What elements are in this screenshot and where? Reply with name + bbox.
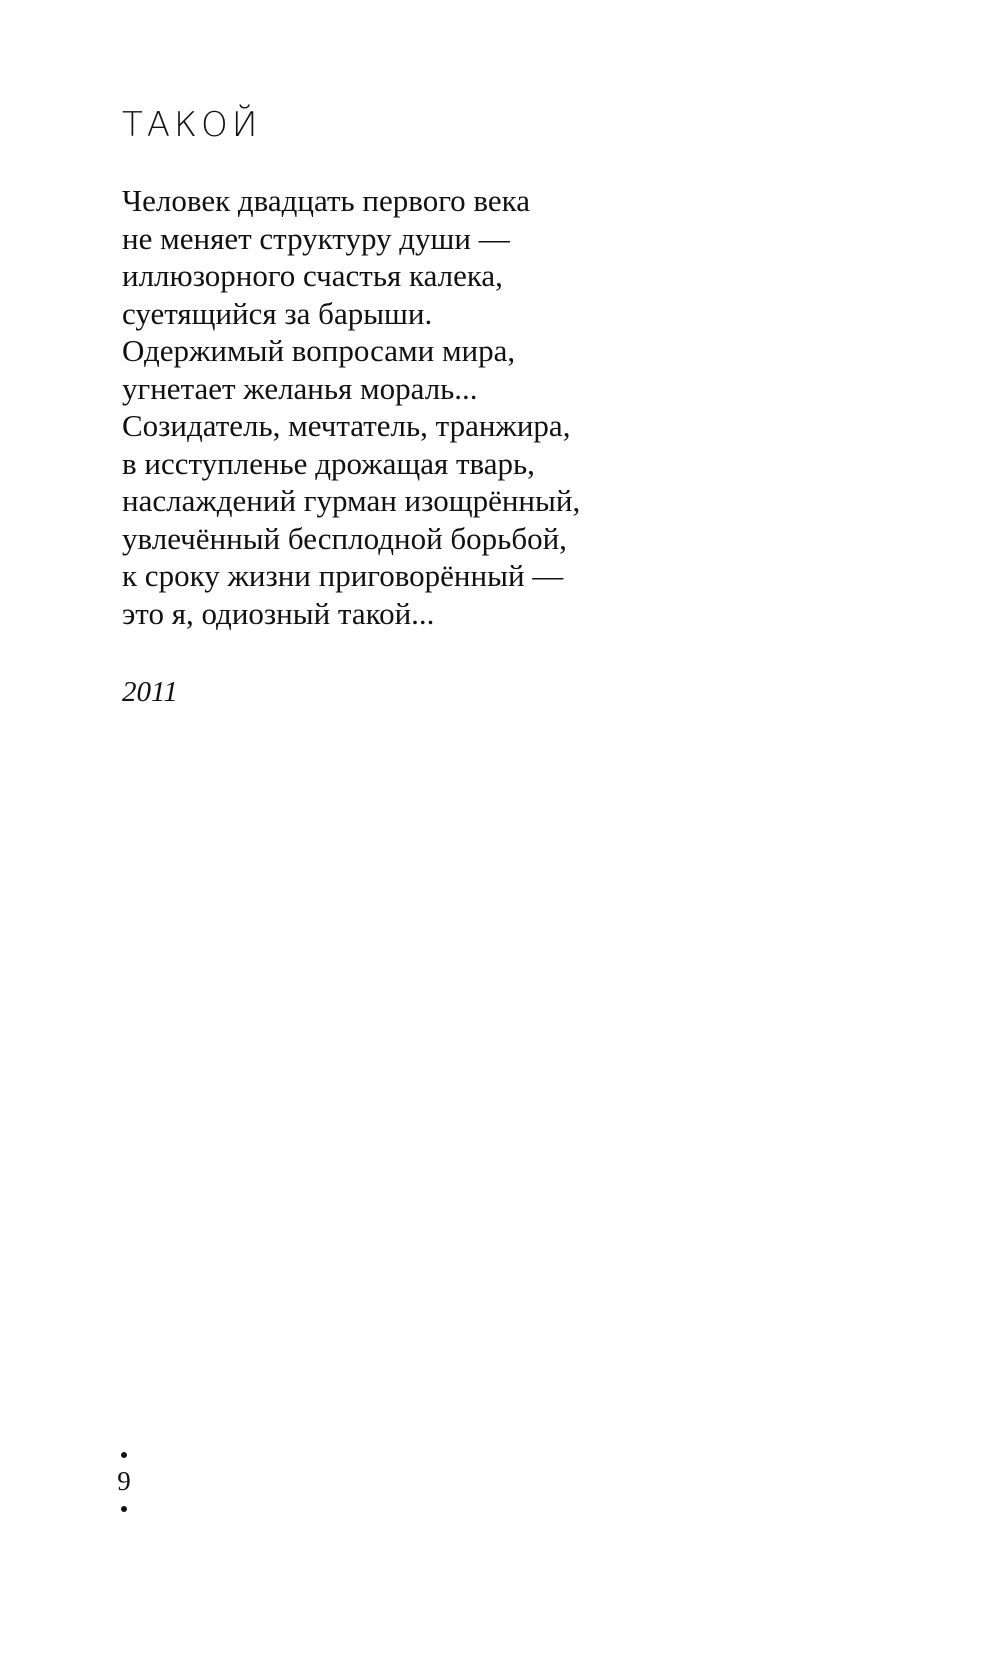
- poem-body: [122, 182, 580, 632]
- poem-line: не меняет структуру души —: [122, 220, 510, 256]
- poem-year: 2011: [122, 676, 178, 708]
- page-dot-top: [121, 1452, 127, 1458]
- poem-line: суетящийся за барыши.: [122, 295, 433, 331]
- poem-line: это я, одиозный такой...: [122, 595, 435, 631]
- page-dot-bottom: [121, 1506, 127, 1512]
- poem-line: иллюзорного счастья калека,: [122, 258, 503, 293]
- poem-line: Человек двадцать первого века: [122, 183, 530, 218]
- poem-line: Одержимый вопросами мира,: [122, 333, 516, 368]
- poem-line: в исступленье дрожащая тварь,: [122, 445, 535, 481]
- poem-line: Созидатель, мечтатель, транжира,: [122, 408, 571, 443]
- page-number: 9: [117, 1466, 131, 1496]
- poem-line: увлечённый бесплодной борьбой,: [122, 520, 567, 556]
- poem-line: угнетает желанья мораль...: [122, 370, 478, 406]
- poem-line: наслаждений гурман изощрённый,: [122, 483, 581, 518]
- page-number-block: [112, 1452, 136, 1512]
- poem-title: ТАКОЙ: [122, 105, 262, 145]
- poem-line: к сроку жизни приговорённый —: [122, 558, 564, 593]
